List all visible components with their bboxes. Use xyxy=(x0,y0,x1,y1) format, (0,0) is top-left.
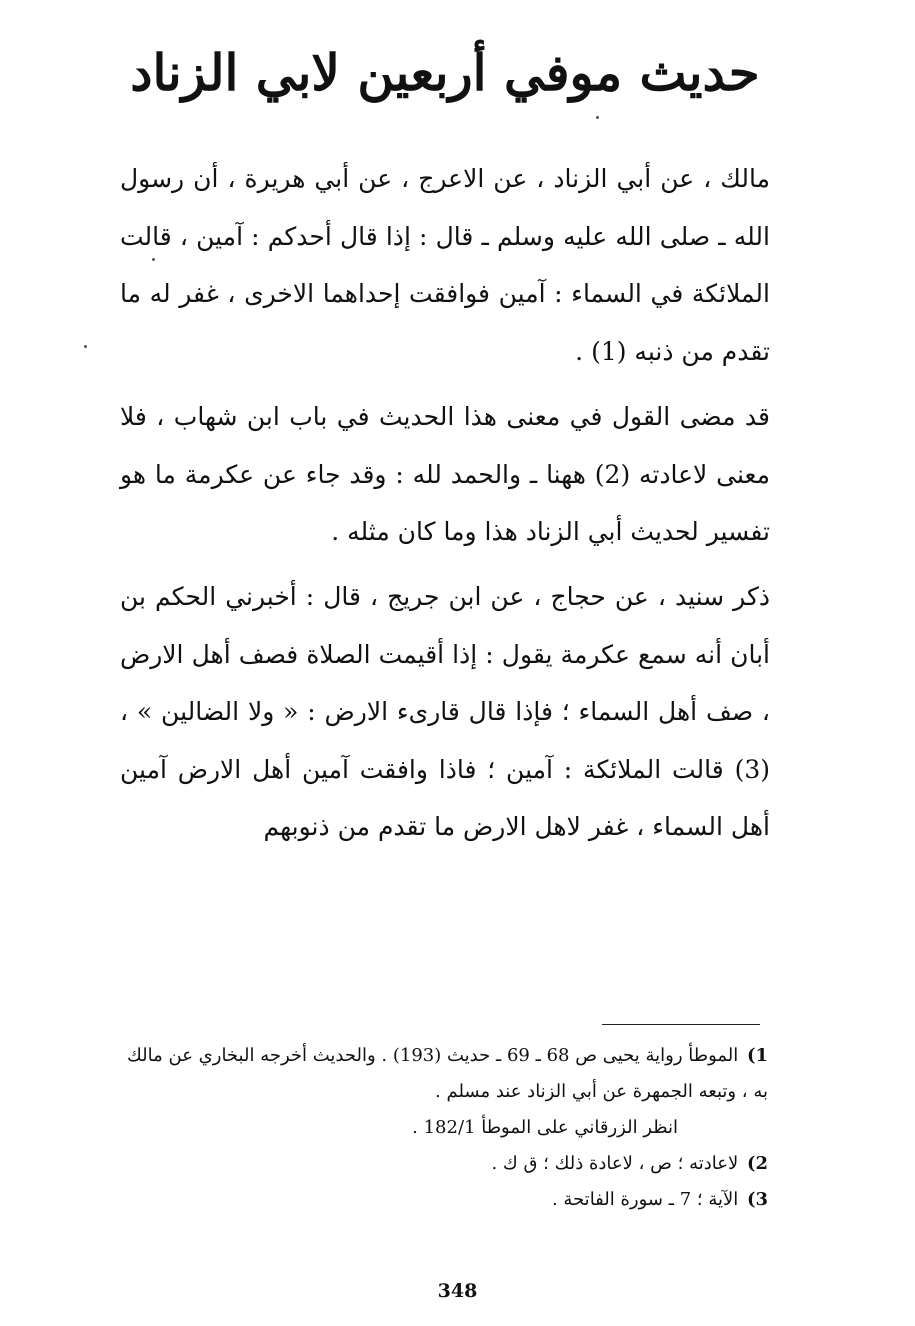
scan-speck xyxy=(152,258,155,261)
footnote-number: 2) xyxy=(746,1153,768,1174)
footnote-1-continuation xyxy=(118,1110,768,1146)
footnote-number: 3) xyxy=(746,1189,768,1210)
footnote-text: الآية ؛ 7 ـ سورة الفاتحة . xyxy=(551,1189,739,1210)
paragraph-1: مالك ، عن أبي الزناد ، عن الاعرج ، عن أبي هريرة ، أن رسول الله ـ صلى الله عليه وسلم ـ قال : إذا قال أحدكم : آمين ، قالت الملائكة في السماء : آمين فوافقت إحداهما الاخرى ، غفر له ما تقدم من ذنبه (1) . xyxy=(120,164,770,366)
scan-speck xyxy=(596,116,599,119)
footnote-2 xyxy=(118,1146,768,1182)
footnote-3 xyxy=(118,1182,768,1218)
footnote-number: 1) xyxy=(746,1045,768,1066)
footnote-text: انظر الزرقاني على الموطأ 182/1 . xyxy=(412,1117,678,1138)
page-number: 348 xyxy=(437,1280,478,1302)
footnote-text: الموطأ رواية يحيى ص 68 ـ 69 ـ حديث (193) . والحديث أخرجه البخاري عن مالك به ، وتبعه الجمهرة عن أبي الزناد عند مسلم . xyxy=(127,1045,768,1102)
footnotes xyxy=(118,1038,768,1218)
footnote-1 xyxy=(118,1038,768,1110)
paragraph-3: ذكر سنيد ، عن حجاج ، عن ابن جريج ، قال : أخبرني الحكم بن أبان أنه سمع عكرمة يقول : إذا أقيمت الصلاة فصف أهل الارض ، صف أهل السماء ؛ فإذا قال قارىء الارض : « ولا الضالين » ، (3) قالت الملائكة : آمين ؛ فاذا وافقت آمين أهل الارض آمين أهل السماء ، غفر لاهل الارض ما تقدم من ذنوبهم xyxy=(120,582,770,841)
scan-speck xyxy=(84,345,87,348)
chapter-title: حديث موفي أربعين لابي الزناد xyxy=(130,43,760,102)
footnote-divider xyxy=(602,1024,760,1025)
paragraph-2: قد مضى القول في معنى هذا الحديث في باب ابن شهاب ، فلا معنى لاعادته (2) ههنا ـ والحمد لله : وقد جاء عن عكرمة ما هو تفسير لحديث أبي الزناد هذا وما كان مثله . xyxy=(120,402,770,546)
footnote-text: لاعادته ؛ ص ، لاعادة ذلك ؛ ق ك . xyxy=(491,1153,739,1174)
